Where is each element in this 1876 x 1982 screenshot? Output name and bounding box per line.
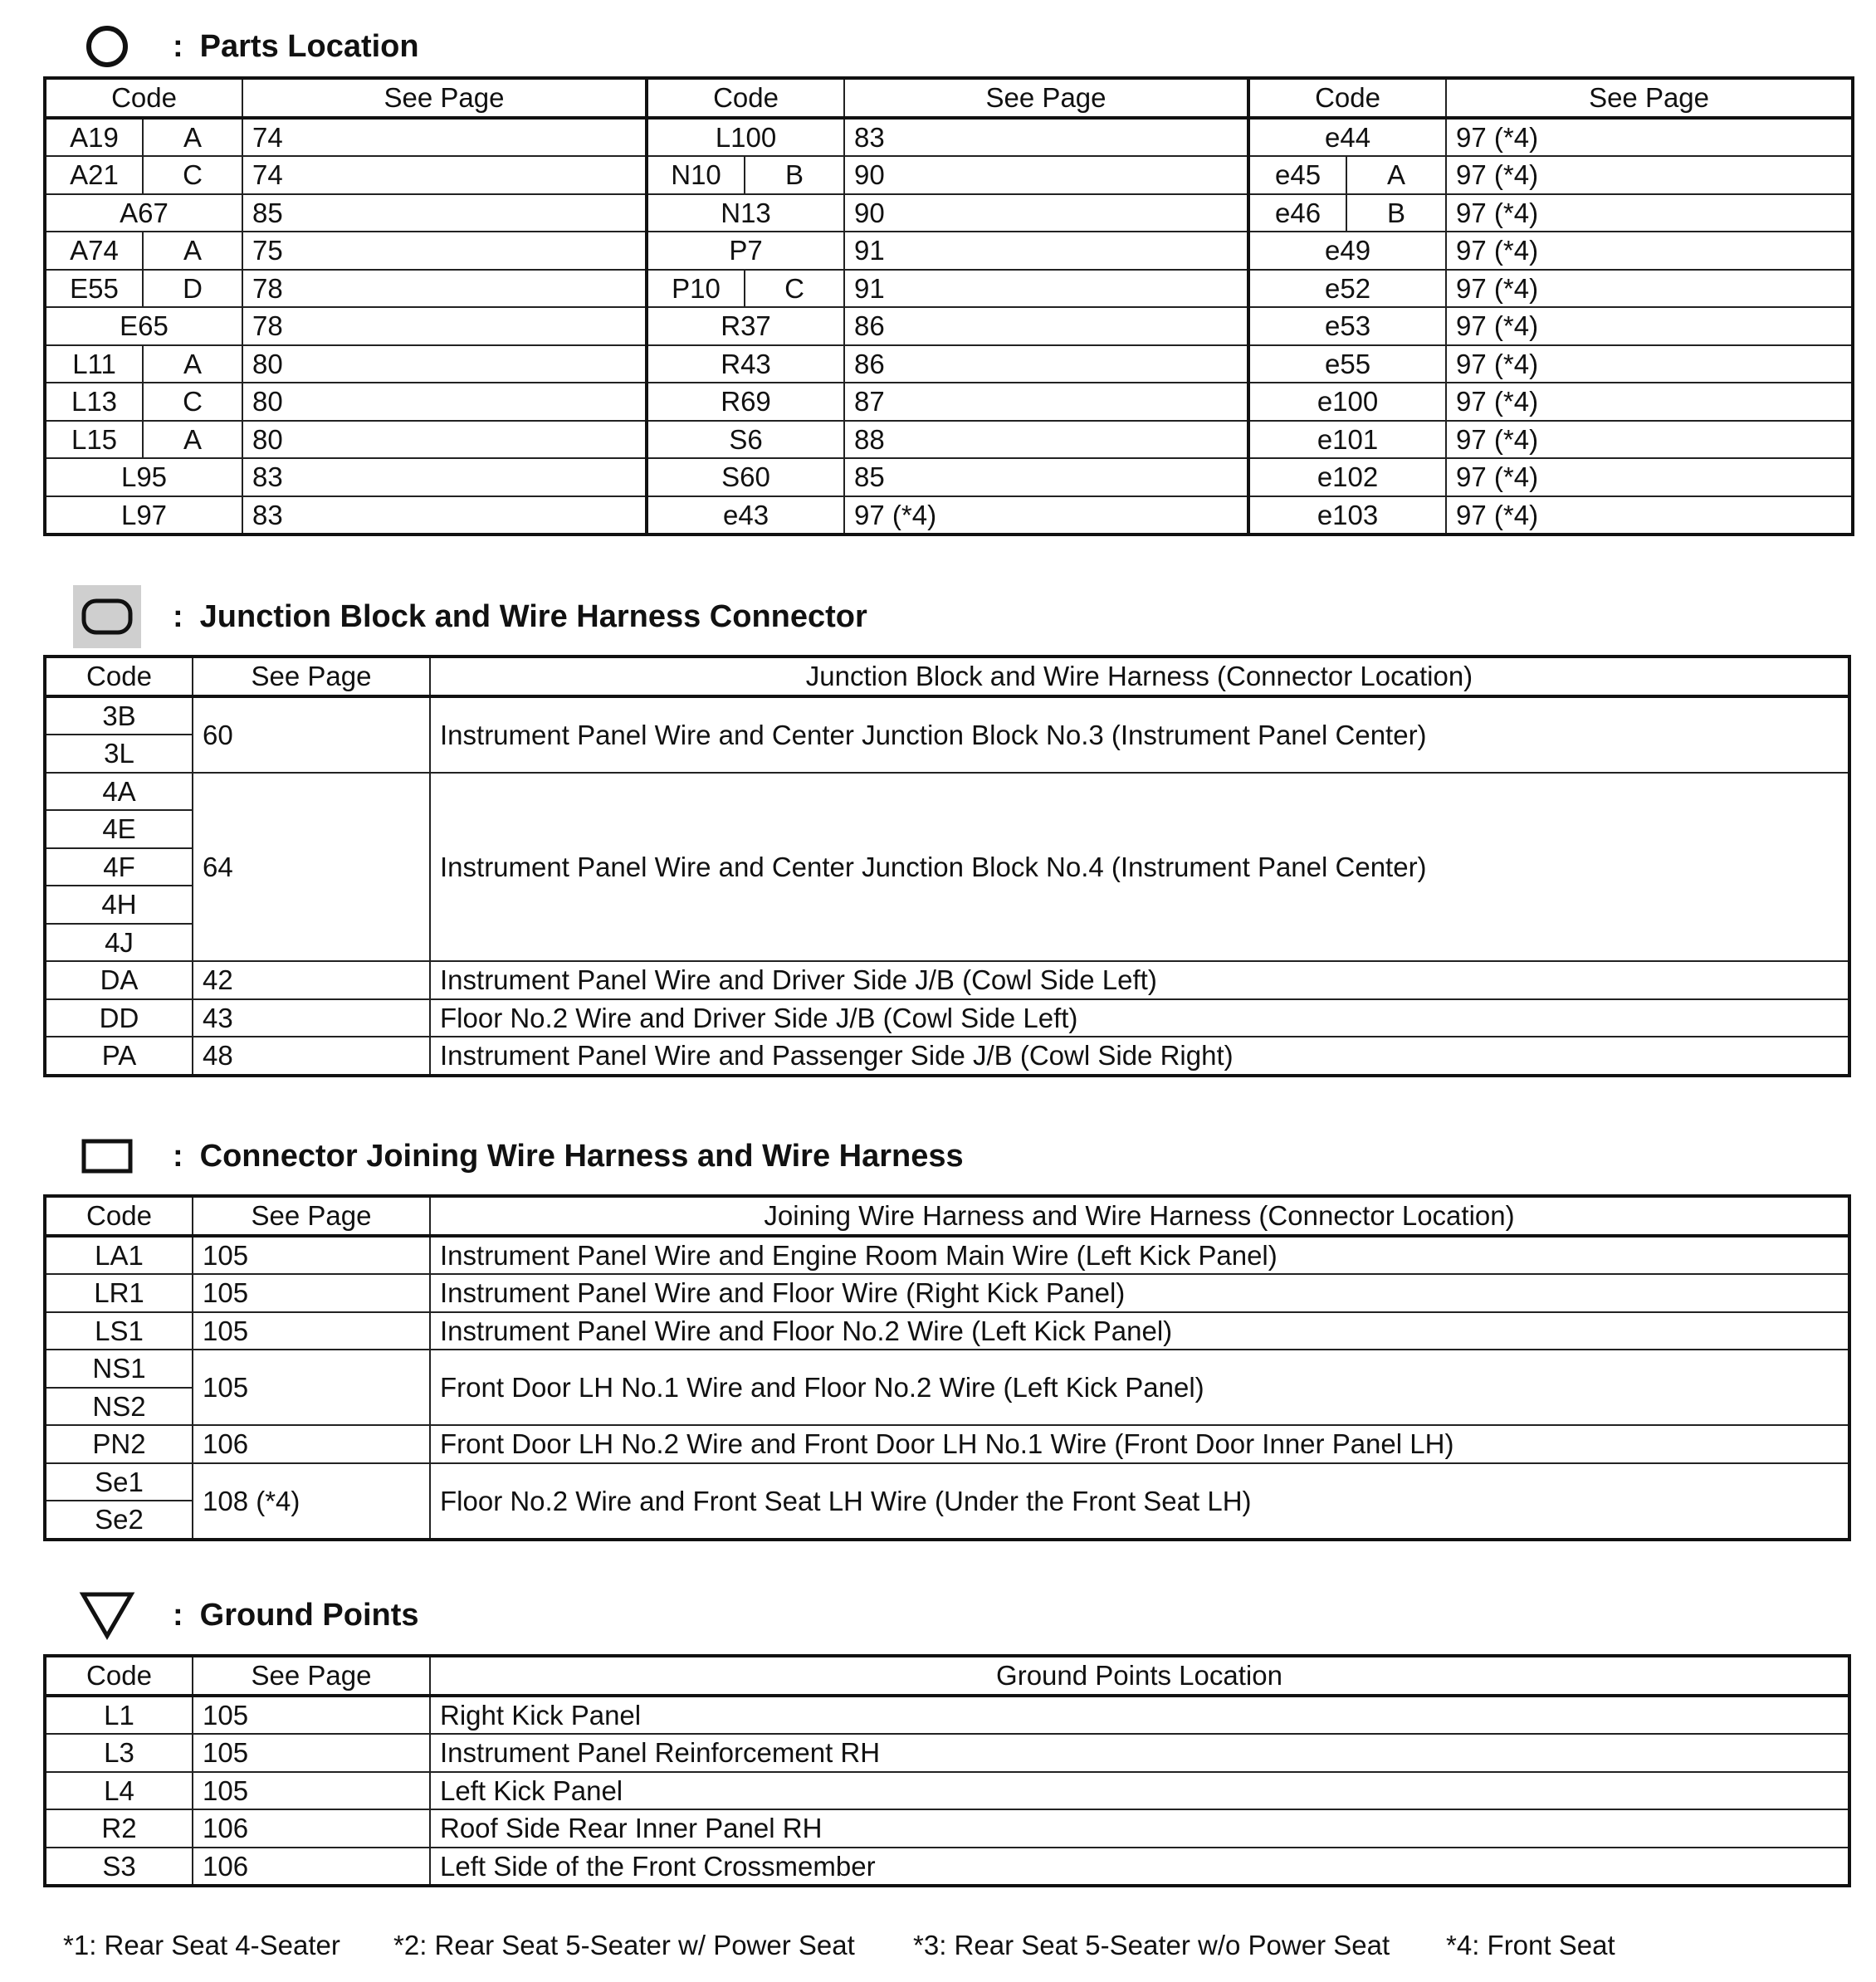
page-cell: 86 [844,345,1248,383]
table-row [45,1463,1849,1501]
page-cell: 83 [242,496,647,535]
table-row [45,270,1853,308]
section-title: Ground Points [199,1597,419,1633]
code-cell: e55 [1248,345,1446,383]
section-title: Parts Location [199,28,419,64]
column-header: Code [1248,78,1446,118]
page-cell: 97 (*4) [1446,270,1853,308]
location-cell: Front Door LH No.2 Wire and Front Door LH No.1 Wire (Front Door Inner Panel LH) [430,1425,1849,1463]
code-cell: e103 [1248,496,1446,535]
code-cell: R69 [647,383,844,421]
table-row [45,1425,1849,1463]
column-header: Junction Block and Wire Harness (Connector Location) [430,657,1849,696]
code-cell: NS2 [45,1388,193,1426]
code-cell: LA1 [45,1236,193,1275]
column-header: Code [45,1656,193,1696]
ground-points-heading [73,1584,419,1647]
code-cell: S60 [647,458,844,496]
table-row [45,232,1853,270]
location-cell: Instrument Panel Wire and Floor No.2 Wire (Left Kick Panel) [430,1312,1849,1350]
table-row [45,1350,1849,1388]
column-header: See Page [1446,78,1853,118]
page-cell: 97 (*4) [1446,118,1853,157]
page-cell: 87 [844,383,1248,421]
code-cell: 4E [45,810,193,848]
code-cell: L15 [45,421,143,459]
table-row [45,1312,1849,1350]
location-cell: Right Kick Panel [430,1696,1849,1735]
code-cell: 4J [45,924,193,962]
code-cell: 3B [45,696,193,735]
code-cell: L13 [45,383,143,421]
page-cell: 86 [844,307,1248,345]
table-row [45,961,1849,999]
table-row [45,999,1849,1037]
footnote: *4: Front Seat [1446,1930,1615,1960]
separator-colon: : [173,1597,183,1633]
page-cell: 74 [242,118,647,157]
connector-letter-cell: B [745,156,844,194]
code-cell: L1 [45,1696,193,1735]
code-cell: e53 [1248,307,1446,345]
code-cell: L3 [45,1734,193,1772]
code-cell: Se1 [45,1463,193,1501]
footnote: *3: Rear Seat 5-Seater w/o Power Seat [913,1930,1390,1960]
page-cell: 78 [242,307,647,345]
page-cell: 97 (*4) [1446,458,1853,496]
triangle-down-icon [73,1584,141,1647]
code-cell: N10 [647,156,745,194]
table-row [45,194,1853,232]
junction-block-table [43,655,1851,1077]
page-cell: 75 [242,232,647,270]
joining-connector-table [43,1194,1851,1541]
location-cell: Instrument Panel Wire and Passenger Side J/B (Cowl Side Right) [430,1037,1849,1076]
code-cell: Se2 [45,1501,193,1540]
code-cell: L95 [45,458,242,496]
connector-letter-cell: D [143,270,242,308]
code-cell: S6 [647,421,844,459]
footnote: *1: Rear Seat 4-Seater [63,1930,340,1960]
location-cell: Front Door LH No.1 Wire and Floor No.2 Wire (Left Kick Panel) [430,1350,1849,1425]
page-cell: 64 [193,773,430,962]
code-cell: DA [45,961,193,999]
code-cell: A21 [45,156,143,194]
page-cell: 85 [242,194,647,232]
table-row [45,1772,1849,1810]
location-cell: Instrument Panel Wire and Driver Side J/B (Cowl Side Left) [430,961,1849,999]
parts-location-heading [73,15,419,78]
code-cell: L11 [45,345,143,383]
table-row [45,345,1853,383]
code-cell: N13 [647,194,844,232]
column-header: Code [45,1196,193,1236]
code-cell: LS1 [45,1312,193,1350]
table-row [45,383,1853,421]
code-cell: DD [45,999,193,1037]
table-header-row [45,1196,1849,1236]
table-row [45,458,1853,496]
page-cell: 85 [844,458,1248,496]
column-header: See Page [193,1196,430,1236]
page-cell: 80 [242,345,647,383]
table-row [45,1848,1849,1887]
page-cell: 105 [193,1312,430,1350]
table-row [45,1734,1849,1772]
code-cell: LR1 [45,1274,193,1312]
table-row [45,421,1853,459]
page-cell: 91 [844,270,1248,308]
page-cell: 97 (*4) [1446,421,1853,459]
circle-outline-icon [73,15,141,78]
location-cell: Roof Side Rear Inner Panel RH [430,1809,1849,1848]
ground-points-table [43,1654,1851,1887]
page-cell: 105 [193,1696,430,1735]
code-cell: A19 [45,118,143,157]
location-cell: Instrument Panel Wire and Center Junction Block No.3 (Instrument Panel Center) [430,696,1849,773]
code-cell: E65 [45,307,242,345]
column-header: Code [45,657,193,696]
page-cell: 97 (*4) [1446,345,1853,383]
connector-letter-cell: A [1346,156,1446,194]
connector-letter-cell: A [143,345,242,383]
page-cell: 106 [193,1809,430,1848]
table-row [45,156,1853,194]
code-cell: e45 [1248,156,1346,194]
code-cell: 4A [45,773,193,811]
junction-block-heading [73,585,867,648]
code-cell: R37 [647,307,844,345]
code-cell: PA [45,1037,193,1076]
location-cell: Floor No.2 Wire and Driver Side J/B (Cowl Side Left) [430,999,1849,1037]
table-row [45,1236,1849,1275]
joining-connector-heading [73,1125,964,1188]
rounded-rectangle-icon [73,585,141,648]
page-cell: 97 (*4) [1446,307,1853,345]
table-header-row [45,78,1853,118]
code-cell: e43 [647,496,844,535]
page-cell: 105 [193,1274,430,1312]
page-cell: 97 (*4) [1446,383,1853,421]
page-cell: 97 (*4) [1446,232,1853,270]
code-cell: PN2 [45,1425,193,1463]
code-cell: e102 [1248,458,1446,496]
code-cell: 4F [45,848,193,886]
section-title: Connector Joining Wire Harness and Wire Harness [199,1138,964,1174]
code-cell: e49 [1248,232,1446,270]
code-cell: S3 [45,1848,193,1887]
page-cell: 105 [193,1734,430,1772]
code-cell: e101 [1248,421,1446,459]
code-cell: A67 [45,194,242,232]
page-cell: 105 [193,1772,430,1810]
code-cell: L100 [647,118,844,157]
column-header: Joining Wire Harness and Wire Harness (Connector Location) [430,1196,1849,1236]
page-cell: 83 [844,118,1248,157]
table-row [45,118,1853,157]
code-cell: A74 [45,232,143,270]
code-cell: e46 [1248,194,1346,232]
location-cell: Instrument Panel Reinforcement RH [430,1734,1849,1772]
section-title: Junction Block and Wire Harness Connector [199,598,867,634]
page-cell: 83 [242,458,647,496]
code-cell: E55 [45,270,143,308]
parts-location-table [43,76,1854,536]
connector-letter-cell: A [143,118,242,157]
page-cell: 74 [242,156,647,194]
page-cell: 43 [193,999,430,1037]
separator-colon: : [173,28,183,64]
column-header: See Page [242,78,647,118]
code-cell: e44 [1248,118,1446,157]
separator-colon: : [173,1138,183,1174]
table-row [45,1274,1849,1312]
connector-letter-cell: B [1346,194,1446,232]
code-cell: 3L [45,735,193,773]
column-header: See Page [844,78,1248,118]
table-row [45,773,1849,811]
column-header: Ground Points Location [430,1656,1849,1696]
connector-letter-cell: A [143,421,242,459]
code-cell: NS1 [45,1350,193,1388]
page-cell: 97 (*4) [1446,496,1853,535]
location-cell: Left Side of the Front Crossmember [430,1848,1849,1887]
table-row [45,1696,1849,1735]
table-header-row [45,1656,1849,1696]
page-cell: 105 [193,1350,430,1425]
page-cell: 97 (*4) [1446,156,1853,194]
page-cell: 106 [193,1425,430,1463]
location-cell: Instrument Panel Wire and Floor Wire (Right Kick Panel) [430,1274,1849,1312]
table-row [45,1037,1849,1076]
page-cell: 78 [242,270,647,308]
footnote: *2: Rear Seat 5-Seater w/ Power Seat [393,1930,855,1960]
code-cell: L4 [45,1772,193,1810]
page-cell: 60 [193,696,430,773]
code-cell: e52 [1248,270,1446,308]
page-cell: 106 [193,1848,430,1887]
location-cell: Left Kick Panel [430,1772,1849,1810]
separator-colon: : [173,598,183,634]
table-header-row [45,657,1849,696]
code-cell: 4H [45,886,193,924]
connector-letter-cell: C [143,156,242,194]
page-cell: 80 [242,383,647,421]
page-cell: 97 (*4) [1446,194,1853,232]
table-row [45,496,1853,535]
page-cell: 90 [844,194,1248,232]
page-cell: 88 [844,421,1248,459]
page-cell: 80 [242,421,647,459]
column-header: See Page [193,1656,430,1696]
code-cell: e100 [1248,383,1446,421]
column-header: Code [647,78,844,118]
location-cell: Floor No.2 Wire and Front Seat LH Wire (Under the Front Seat LH) [430,1463,1849,1540]
page-cell: 48 [193,1037,430,1076]
code-cell: P10 [647,270,745,308]
connector-letter-cell: C [745,270,844,308]
code-cell: R2 [45,1809,193,1848]
rectangle-outline-icon [73,1125,141,1188]
page-cell: 42 [193,961,430,999]
code-cell: R43 [647,345,844,383]
column-header: Code [45,78,242,118]
location-cell: Instrument Panel Wire and Engine Room Main Wire (Left Kick Panel) [430,1236,1849,1275]
table-row [45,1809,1849,1848]
code-cell: P7 [647,232,844,270]
code-cell: L97 [45,496,242,535]
page-cell: 105 [193,1236,430,1275]
page-cell: 97 (*4) [844,496,1248,535]
page-cell: 90 [844,156,1248,194]
table-row [45,696,1849,735]
location-cell: Instrument Panel Wire and Center Junction Block No.4 (Instrument Panel Center) [430,773,1849,962]
page-cell: 91 [844,232,1248,270]
table-row [45,307,1853,345]
connector-letter-cell: C [143,383,242,421]
page-cell: 108 (*4) [193,1463,430,1540]
connector-letter-cell: A [143,232,242,270]
column-header: See Page [193,657,430,696]
